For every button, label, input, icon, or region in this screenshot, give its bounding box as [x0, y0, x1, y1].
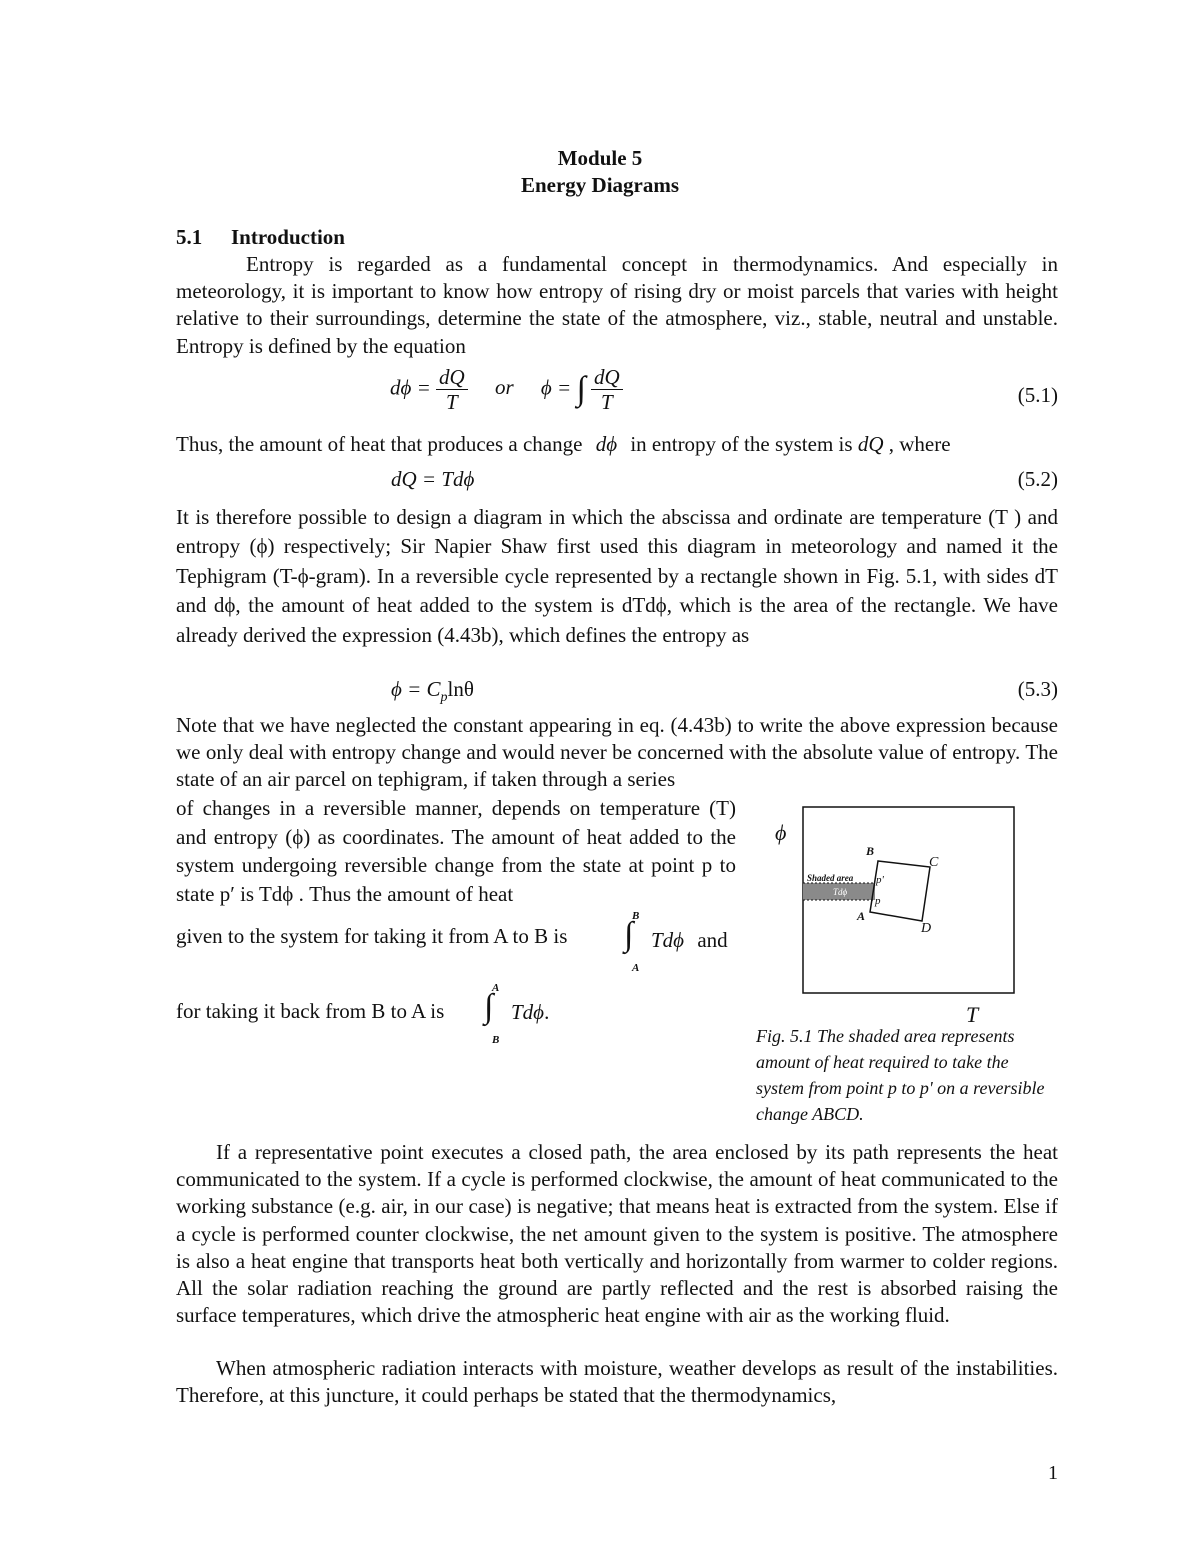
eq1-numerator: dQ: [436, 365, 468, 390]
eq1-numerator2: dQ: [591, 365, 623, 390]
eq1-fraction2: [591, 365, 623, 414]
paragraph-heat: [176, 432, 951, 457]
equation-number-5-3: (5.3): [1017, 677, 1058, 701]
line-ba-tail: .: [544, 1000, 550, 1024]
eq1-denominator: T: [446, 390, 458, 414]
figure-caption: Fig. 5.1 The shaded area represents amount of heat required to take the system from point p to p' on a reversible change ABCD.: [756, 1026, 1045, 1124]
line-ba-text: for taking it back from B to A is: [176, 999, 445, 1023]
section-title: Introduction: [231, 225, 345, 249]
eq1-fraction: [436, 365, 468, 414]
paragraph-note: Note that we have neglected the constant appearing in eq. (4.43b) to write the above expression because we only deal with entropy change and would never be concerned with the absolute value of entropy. The state of an air parcel on tephigram, if taken through a series: [176, 713, 1058, 792]
eq3-sub: p: [440, 690, 448, 706]
integral-ab: [622, 906, 648, 974]
paragraph-reversible: of changes in a reversible manner, depends on temperature (T) and entropy (ϕ) as coordinates. The amount of heat added to the system undergoing reversible change from the state at point p to state p′ is Tdϕ . Thus the amount of heat: [176, 796, 736, 906]
line-ab-expr: Tdϕ: [651, 928, 685, 952]
line-integral-ba: [176, 999, 444, 1024]
para2-text-b: in entropy of the system is: [630, 432, 853, 456]
equation-5-1: [390, 365, 623, 414]
label-c: C: [929, 855, 939, 870]
integral-ab-lower: A: [632, 962, 640, 974]
section-heading: [176, 225, 345, 250]
eq1-mid: ϕ =: [540, 375, 572, 400]
label-shaded: Shaded area: [807, 873, 854, 883]
label-d: D: [921, 921, 932, 936]
page-number: 1: [1048, 1462, 1058, 1484]
integral-ba-lower: B: [492, 1034, 500, 1046]
module-subtitle: Energy Diagrams: [520, 173, 680, 197]
section-number: 5.1: [176, 225, 203, 249]
integral-ba: [484, 978, 510, 1046]
line-integral-ab: [176, 924, 567, 949]
label-tdphi: Tdϕ: [833, 887, 848, 897]
equation-5-3: [391, 677, 474, 706]
eq1-or: or: [494, 375, 514, 400]
label-b: B: [866, 844, 875, 858]
figure-x-axis-label: T: [966, 1002, 979, 1027]
eq3-rhs: lnθ: [447, 677, 474, 701]
eq1-lhs: dϕ =: [390, 375, 431, 400]
line-ab-tail: and: [697, 928, 728, 952]
line-ab-expr-wrap: [651, 928, 728, 953]
paragraph-closed-path: If a representative point executes a closed path, the area enclosed by its path represents the heat communicated to the system. If a cycle is performed clockwise, the amount of heat communicated to the working substance (e.g. air, in our case) is negative; that means heat is extracted from the system. Else if a cycle is performed counter clockwise, the net amount given to the system is positive. The atmosphere is also a heat engine that transports heat both vertically and horizontally from warmer to colder regions. All the solar radiation reaching the ground are partly reflected and the rest is absorbed raising the surface temperatures, which drive the atmospheric heat engine with air as the working fluid.: [176, 1140, 1058, 1328]
para2-dphi: dϕ: [595, 432, 618, 456]
equation-number-5-1: (5.1): [1017, 383, 1058, 407]
line-ba-expr-wrap: [511, 1000, 549, 1025]
line-ba-expr: Tdϕ: [511, 1000, 545, 1024]
para2-text-c: , where: [888, 432, 951, 456]
integral-sign: ∫: [576, 370, 586, 408]
integral-ab-sign: ∫: [624, 916, 634, 953]
integral-ba-upper: A: [492, 982, 500, 994]
integral-ba-sign: ∫: [484, 988, 494, 1025]
label-p-prime: p': [876, 874, 884, 886]
para2-text-a: Thus, the amount of heat that produces a change: [176, 432, 583, 456]
paragraph-tephigram: It is therefore possible to design a diagram in which the abscissa and ordinate are temperature (T ) and entropy (ϕ) respectively; Sir Napier Shaw first used this diagram in meteorology and named it the Tephigram (T-ϕ-gram). In a reversible cycle represented by a rectangle shown in Fig. 5.1, with sides dT and dϕ, the amount of heat added to the system is dTdϕ, which is the area of the rectangle. We have already derived the expression (4.43b), which defines the entropy as: [176, 505, 1058, 647]
paragraph-intro: Entropy is regarded as a fundamental concept in thermodynamics. And especially in meteorology, it is important to know how entropy of rising dry or moist parcels that varies with height relative to their surroundings, determine the state of the atmosphere, viz., stable, neutral and unstable. Entropy is defined by the equation: [176, 252, 1058, 358]
figure-y-axis-label: ϕ: [775, 820, 787, 845]
label-a: A: [857, 909, 866, 923]
label-p: p: [875, 895, 881, 907]
module-title: Module 5: [557, 146, 643, 170]
eq3-lhs: ϕ = C: [391, 677, 441, 701]
line-ab-text: given to the system for taking it from A to B is: [176, 924, 568, 948]
equation-5-2: dQ = Tdϕ: [391, 467, 475, 491]
para2-dq: dQ: [857, 432, 884, 456]
integral-ab-upper: B: [632, 910, 640, 922]
eq1-denominator2: T: [601, 390, 613, 414]
paragraph-moisture: When atmospheric radiation interacts with moisture, weather develops as result of the instabilities. Therefore, at this juncture, it could perhaps be stated that the thermodynamics,: [176, 1356, 1058, 1408]
tephigram-figure: [800, 805, 1020, 997]
equation-number-5-2: (5.2): [1017, 467, 1058, 491]
